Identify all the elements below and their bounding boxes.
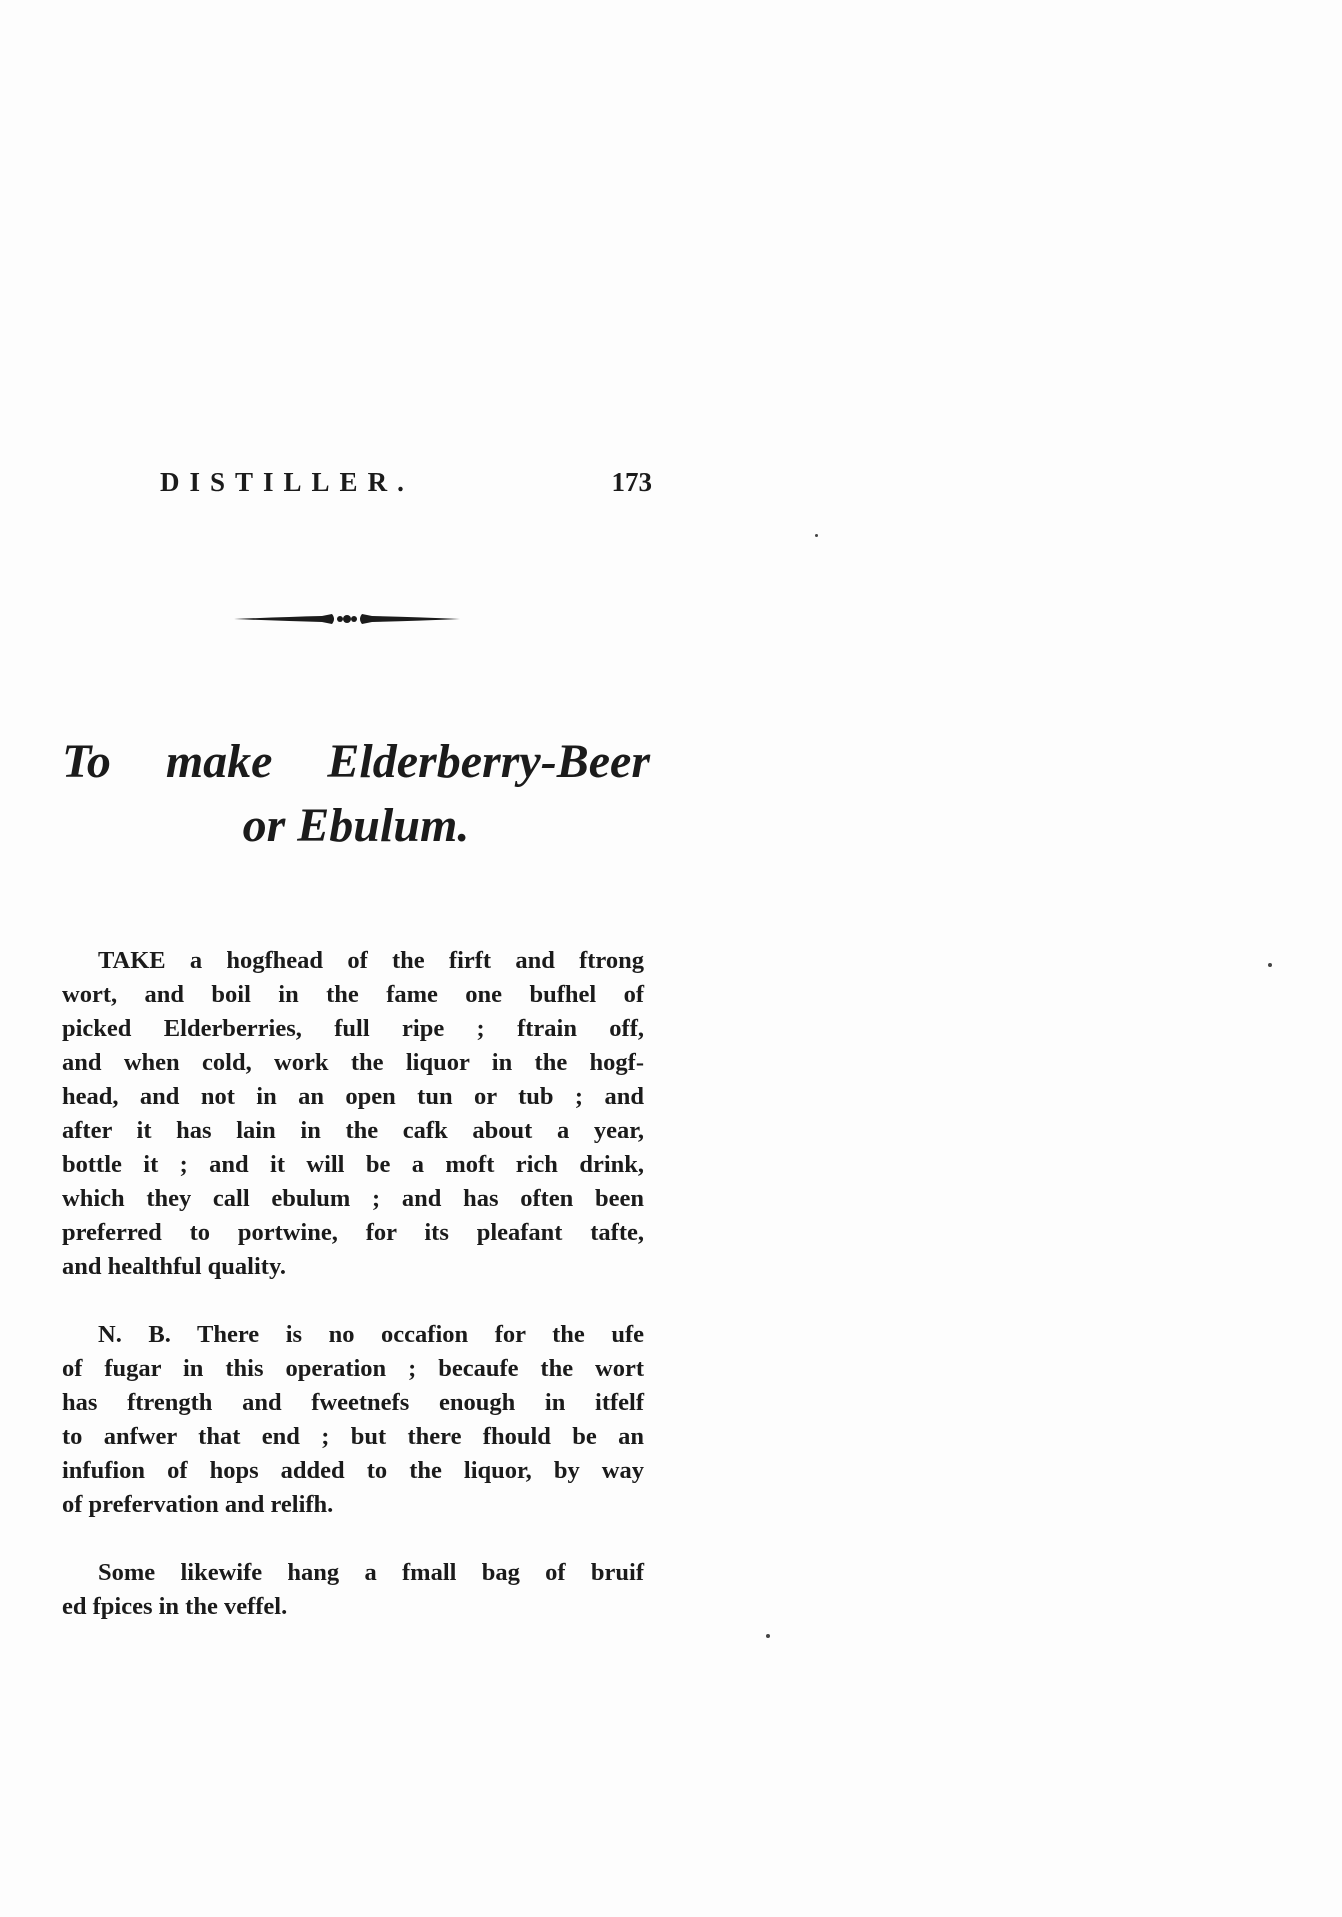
text-line: TAKE a hogfhead of the firft and ftrong: [98, 947, 644, 974]
paragraph-nota-bene: [62, 1318, 644, 1522]
decorative-rule-ornament: [232, 604, 462, 634]
scan-speck: [815, 534, 818, 537]
text-line: infufion of hops added to the liquor, by way: [62, 1457, 644, 1484]
text-line: bottle it ; and it will be a moft rich drink,: [62, 1151, 644, 1178]
text-line: Some likewife hang a fmall bag of bruif: [98, 1559, 644, 1586]
text-line: of prefervation and relifh.: [62, 1491, 334, 1518]
text-line: ed fpices in the veffel.: [62, 1593, 288, 1620]
paragraph-spices-note: [62, 1556, 644, 1624]
text-line: after it has lain in the cafk about a year,: [62, 1117, 644, 1144]
recipe-title-line-1: To make Elderberry-Beer: [62, 735, 650, 788]
running-head: [160, 462, 652, 502]
scan-speck: [1268, 963, 1272, 967]
scan-speck: [766, 1634, 770, 1638]
recipe-title-line-2: or Ebulum.: [242, 799, 470, 852]
text-line: head, and not in an open tun or tub ; and: [62, 1083, 644, 1110]
text-line: picked Elderberries, full ripe ; ftrain off,: [62, 1015, 644, 1042]
text-line: which they call ebulum ; and has often been: [62, 1185, 644, 1212]
text-line: preferred to portwine, for its pleafant tafte,: [62, 1219, 644, 1246]
text-line: N. B. There is no occafion for the ufe: [98, 1321, 644, 1348]
recipe-title: [62, 730, 650, 858]
text-line: and healthful quality.: [62, 1253, 286, 1280]
text-line: and when cold, work the liquor in the hogf-: [62, 1049, 644, 1076]
text-line: wort, and boil in the fame one bufhel of: [62, 981, 644, 1008]
text-line: to anfwer that end ; but there fhould be an: [62, 1423, 644, 1450]
text-line: has ftrength and fweetnefs enough in itfelf: [62, 1389, 644, 1416]
running-head-title: DISTILLER.: [160, 467, 414, 497]
text-line: of fugar in this operation ; becaufe the wort: [62, 1355, 644, 1382]
paragraph-recipe-method: [62, 944, 644, 1284]
page-number: 173: [611, 467, 652, 497]
